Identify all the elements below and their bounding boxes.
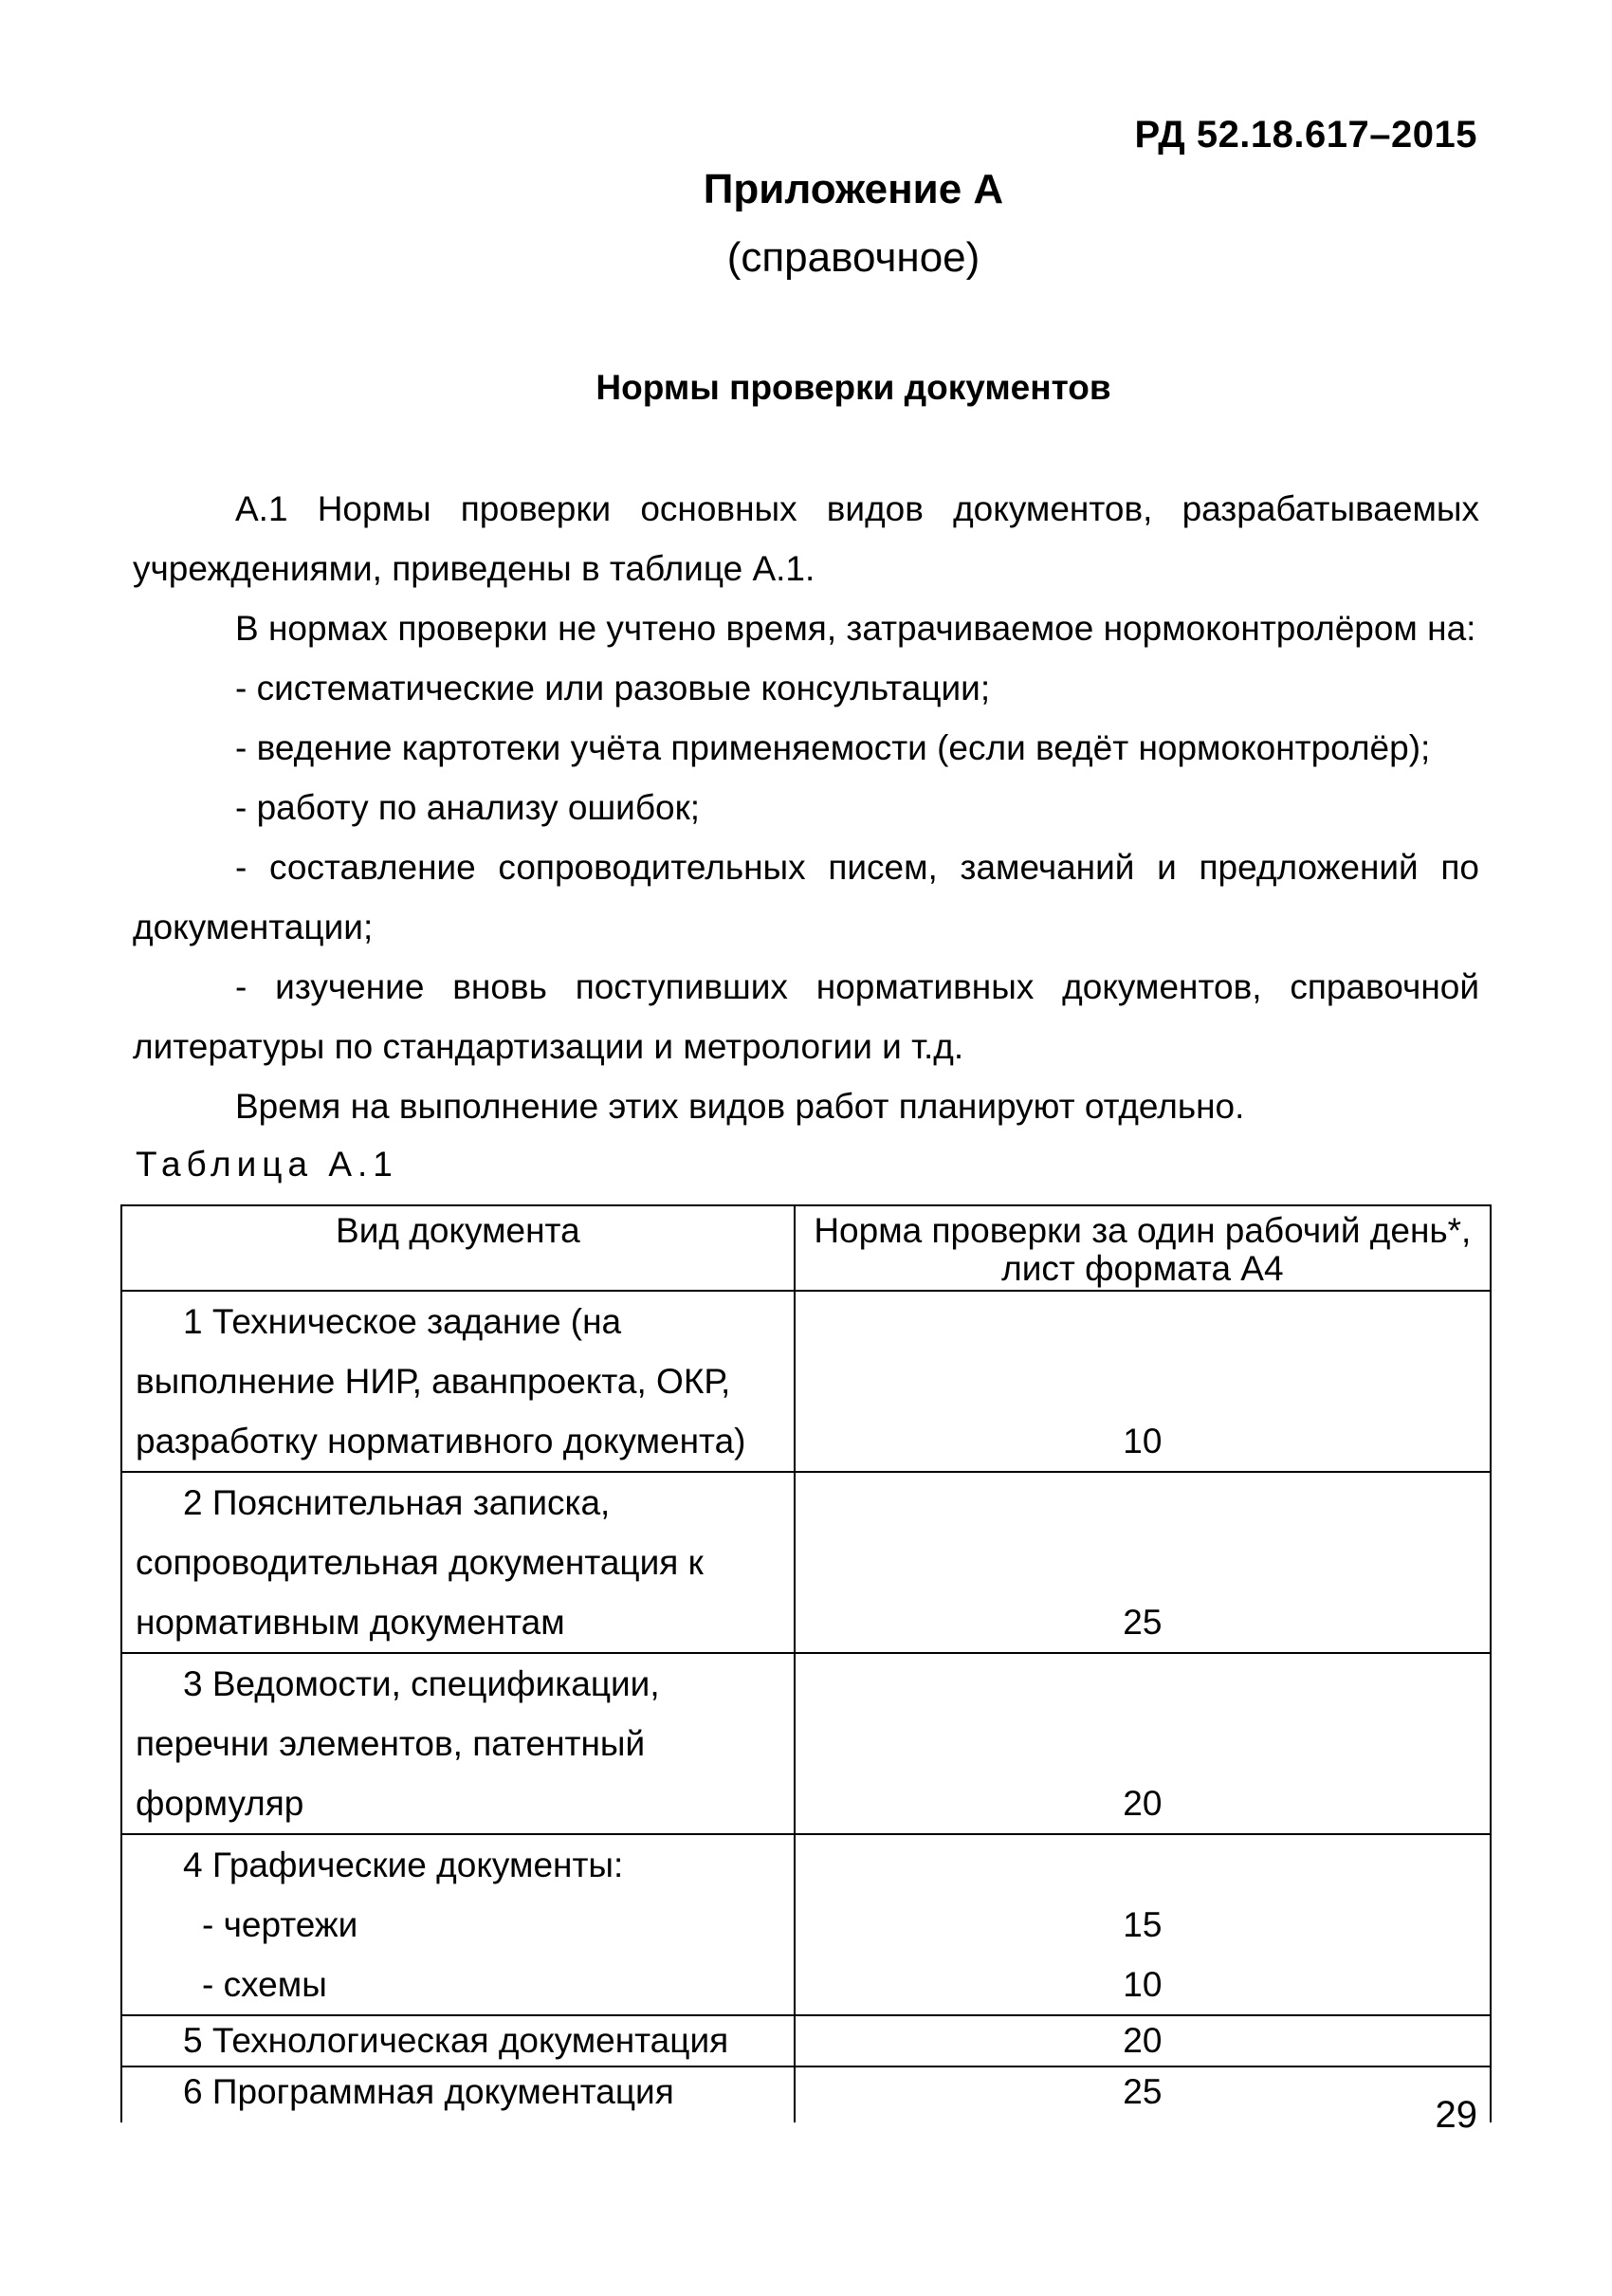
row-2-name: 2 Пояснительная записка, сопроводительная документация к нормативным документам <box>136 1483 704 1642</box>
table-header-row <box>121 1205 1491 1291</box>
row-1-value: 10 <box>795 1291 1491 1472</box>
table-row <box>121 1834 1491 2015</box>
row-4-sub-2-name: - схемы <box>202 1965 327 2004</box>
section-title: Нормы проверки документов <box>595 368 1111 407</box>
table-caption: Таблица А.1 <box>136 1145 398 1184</box>
table-row <box>121 2015 1491 2066</box>
row-5-name: 5 Технологическая документация <box>183 2021 729 2060</box>
table-header-norm: Норма проверки за один рабочий день*, лист формата А4 <box>795 1205 1491 1291</box>
row-5-value: 20 <box>795 2015 1491 2066</box>
paragraph-a1: А.1 Нормы проверки основных видов документов, разрабатываемых учреждениями, приведены в таблице А.1. <box>133 489 1479 588</box>
bullet-study: - изучение вновь поступивших нормативных документов, справочной литературы по стандартизации и метрологии и т.д. <box>133 967 1479 1066</box>
norms-table <box>120 1204 1492 2122</box>
table-cell-doc-type <box>121 1472 795 1653</box>
row-4-name: 4 Графические документы: <box>183 1846 624 1884</box>
table-row <box>121 1291 1491 1472</box>
row-4-sub-1-value: 15 <box>1123 1905 1163 1944</box>
paragraph-separate-planning: Время на выполнение этих видов работ планируют отдельно. <box>235 1087 1245 1126</box>
row-4-value <box>809 1835 1476 1895</box>
table-cell-doc-type <box>121 1291 795 1472</box>
row-6-value: 25 <box>795 2066 1491 2122</box>
appendix-title: Приложение А <box>703 166 1004 212</box>
bullet-card-index: - ведение картотеки учёта применяемости (если ведёт нормоконтролёр); <box>235 728 1431 767</box>
appendix-subtitle: (справочное) <box>726 234 980 281</box>
bullet-letters: - составление сопроводительных писем, замечаний и предложений по документации; <box>133 848 1479 946</box>
body-text <box>133 479 1479 1136</box>
table-row <box>121 1472 1491 1653</box>
table-row <box>121 2066 1491 2122</box>
table-row <box>121 1653 1491 1834</box>
row-4-sub-2-value: 10 <box>1123 1965 1163 2004</box>
paragraph-not-counted: В нормах проверки не учтено время, затрачиваемое нормоконтролёром на: <box>235 609 1476 648</box>
document-code: РД 52.18.617–2015 <box>1134 114 1477 156</box>
row-6-name: 6 Программная документация <box>183 2072 674 2111</box>
bullet-error-analysis: - работу по анализу ошибок; <box>235 788 701 827</box>
table-cell-doc-type <box>121 1653 795 1834</box>
table-cell-doc-type <box>121 2015 795 2066</box>
row-3-value: 20 <box>795 1653 1491 1834</box>
page-number: 29 <box>1435 2094 1477 2136</box>
row-2-value: 25 <box>795 1472 1491 1653</box>
table-cell-doc-type <box>121 2066 795 2122</box>
row-3-name: 3 Ведомости, спецификации, перечни элементов, патентный формуляр <box>136 1664 660 1823</box>
table-cell-doc-type <box>121 1834 795 2015</box>
bullet-consultations: - систематические или разовые консультации; <box>235 669 991 707</box>
row-1-name: 1 Техническое задание (на выполнение НИР, аванпроекта, ОКР, разработку нормативного документа) <box>136 1302 746 1460</box>
row-4-sub-1-name: - чертежи <box>202 1905 358 1944</box>
table-header-doc-type: Вид документа <box>121 1205 795 1291</box>
table-cell-values <box>795 1834 1491 2015</box>
